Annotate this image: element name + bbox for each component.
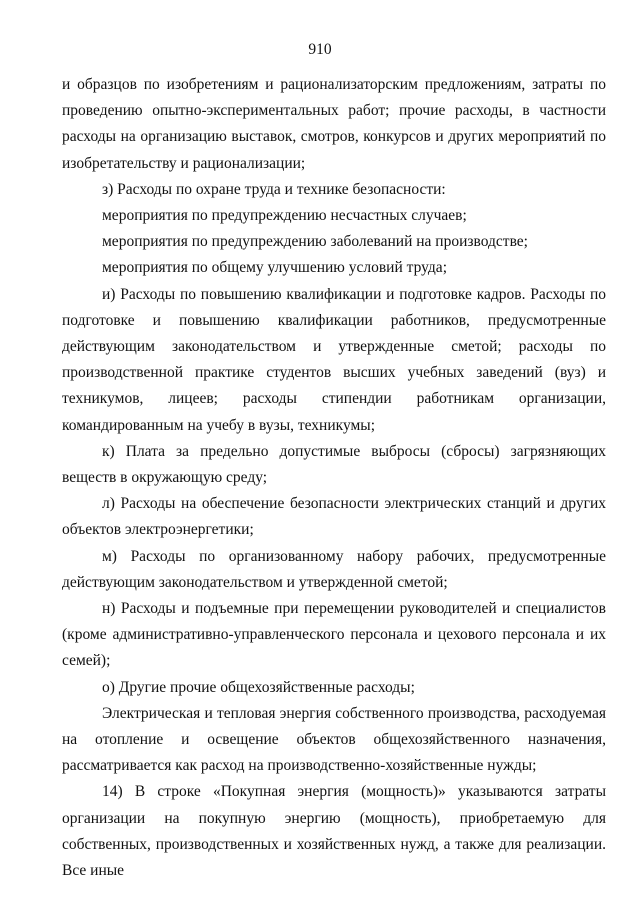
paragraph-item-z-3: мероприятия по общему улучшению условий труда; — [102, 259, 447, 277]
paragraph-item-l: л) Расходы на обеспечение безопасности электрических станций и других объектов электроэнергетики; — [62, 495, 606, 539]
paragraph-item-k: к) Плата за предельно допустимые выбросы (сбросы) загрязняющих веществ в окружающую среду; — [62, 442, 606, 487]
paragraph-item-m: м) Расходы по организованному набору рабочих, предусмотренные действующим законодательством и утвержденной сметой; — [62, 547, 606, 591]
page-number: 910 — [308, 41, 332, 58]
paragraph-item-14: 14) В строке «Покупная энергия (мощность)» указываются затраты организации на покупную энергию (мощность), приобретаемую для собственных, производственных и хозяйственных нужд, а также для реализации. Все иные — [62, 783, 606, 880]
paragraph-item-z-1: мероприятия по предупреждению несчастных случаев; — [102, 207, 467, 225]
paragraph-item-o: о) Другие прочие общехозяйственные расходы; — [102, 678, 415, 696]
paragraph-item-z: з) Расходы по охране труда и технике безопасности: — [102, 180, 446, 198]
document-body — [62, 72, 606, 884]
paragraph-item-n: н) Расходы и подъемные при перемещении руководителей и специалистов (кроме административно-управленческого персонала и цехового персонала и их семей); — [62, 600, 606, 670]
paragraph-item-z-2: мероприятия по предупреждению заболеваний на производстве; — [102, 233, 528, 251]
paragraph-continuation: и образцов по изобретениям и рационализаторским предложениям, затраты по проведению опытно-экспериментальных работ; прочие расходы, в частности расходы на организацию выставок, смотров, конкурсов и других мероприятий по изобретательству и рационализации; — [62, 76, 606, 172]
paragraph-energy-note: Электрическая и тепловая энергия собственного производства, расходуемая на отопление и освещение объектов общехозяйственного назначения, рассматривается как расход на производственно-хозяйственные нужды; — [62, 704, 606, 775]
paragraph-item-i: и) Расходы по повышению квалификации и подготовке кадров. Расходы по подготовке и повышению квалификации работников, предусмотренные действующим законодательством и утвержденные сметой; расходы по производственной практике студентов высших учебных заведений (вуз) и техникумов, лицеев; расходы стипендии работникам организации, командированным на учебу в вузы, техникумы; — [62, 285, 606, 434]
